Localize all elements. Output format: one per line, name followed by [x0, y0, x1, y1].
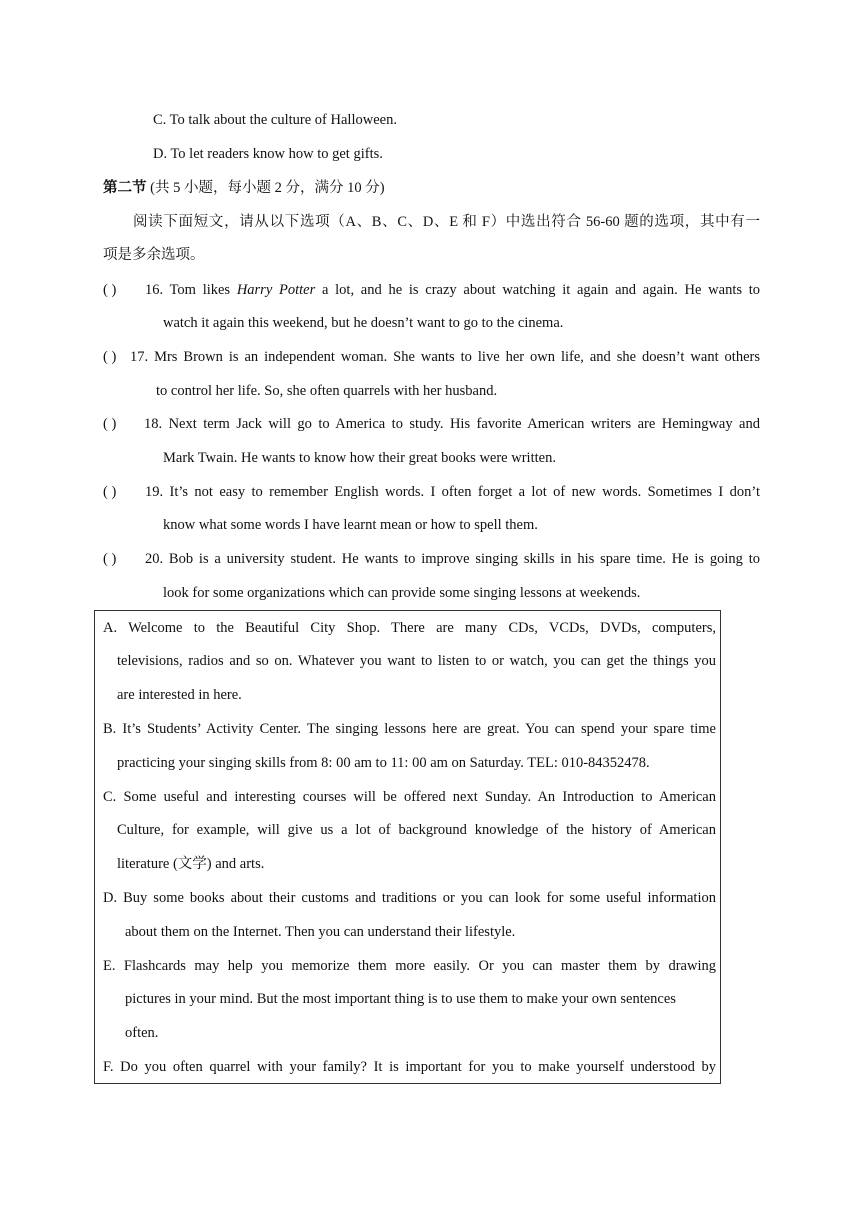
answer-paren-17[interactable]: ( )	[103, 349, 117, 365]
option-a-line-3: are interested in here.	[117, 687, 242, 703]
options-box	[94, 610, 721, 1084]
answer-paren-18[interactable]: ( )	[103, 416, 117, 432]
option-c-prev: C. To talk about the culture of Halloween.	[153, 112, 397, 128]
question-17-line-2: to control her life. So, she often quarrels with her husband.	[156, 383, 498, 399]
option-c-line-2: Culture, for example, will give us a lot of background knowledge of the history of American	[117, 822, 716, 838]
question-20-line-2: look for some organizations which can provide some singing lessons at weekends.	[163, 585, 641, 601]
option-c-line-1: C. Some useful and interesting courses will be offered next Sunday. An Introduction to American	[103, 789, 716, 805]
question-16-line-2: watch it again this weekend, but he doesn’t want to go to the cinema.	[163, 315, 564, 331]
question-20-line-1: 20. Bob is a university student. He wants to improve singing skills in his spare time. He is going to	[145, 551, 760, 567]
question-17-line-1: 17. Mrs Brown is an independent woman. She wants to live her own life, and she doesn’t want others	[130, 349, 760, 365]
q16-text-b: a lot, and he is crazy about watching it again and again. He wants to	[321, 282, 761, 298]
option-b-line-1: B. It’s Students’ Activity Center. The singing lessons here are great. You can spend your spare time	[103, 721, 716, 737]
option-a-line-1: A. Welcome to the Beautiful City Shop. There are many CDs, VCDs, DVDs, computers,	[103, 620, 716, 636]
option-b-line-2: practicing your singing skills from 8: 00 am to 11: 00 am on Saturday. TEL: 010-84352478.	[117, 755, 650, 771]
section-header	[103, 178, 385, 198]
book-title: Harry Potter	[236, 282, 316, 298]
option-d-line-2: about them on the Internet. Then you can understand their lifestyle.	[125, 924, 516, 940]
question-19-line-1: 19. It’s not easy to remember English words. I often forget a lot of new words. Sometimes I don’t	[145, 484, 760, 500]
option-e-line-2: pictures in your mind. But the most important thing is to use them to make your own sentences	[125, 991, 676, 1007]
option-c-line-3: literature (文学) and arts.	[117, 856, 265, 872]
answer-paren-19[interactable]: ( )	[103, 484, 117, 500]
instructions-line-2: 项是多余选项。	[103, 247, 205, 263]
option-e-line-1: E. Flashcards may help you memorize them more easily. Or you can master them by drawing	[103, 958, 716, 974]
option-e-line-3: often.	[125, 1025, 159, 1041]
instructions-line-1: 阅读下面短文，请从以下选项（A、B、C、D、E 和 F）中选出符合 56-60 题的选项，其中有一	[133, 214, 760, 230]
option-a-line-2: televisions, radios and so on. Whatever you want to listen to or watch, you can get the things you	[117, 653, 716, 669]
option-f-line-1: F. Do you often quarrel with your family? It is important for you to make yourself understood by	[103, 1059, 716, 1075]
question-16-line-1	[145, 280, 760, 300]
answer-paren-20[interactable]: ( )	[103, 551, 117, 567]
question-18-line-2: Mark Twain. He wants to know how their great books were written.	[163, 450, 556, 466]
question-19-line-2: know what some words I have learnt mean or how to spell them.	[163, 517, 538, 533]
option-d-line-1: D. Buy some books about their customs and traditions or you can look for some useful information	[103, 890, 716, 906]
answer-paren-16[interactable]: ( )	[103, 282, 117, 298]
section-title: 第二节	[103, 180, 147, 196]
q16-text-a: 16. Tom likes	[145, 282, 231, 298]
section-info: (共 5 小题，每小题 2 分，满分 10 分)	[150, 180, 385, 196]
question-18-line-1: 18. Next term Jack will go to America to study. His favorite American writers are Hemingway and	[144, 416, 760, 432]
option-d-prev: D. To let readers know how to get gifts.	[153, 146, 383, 162]
